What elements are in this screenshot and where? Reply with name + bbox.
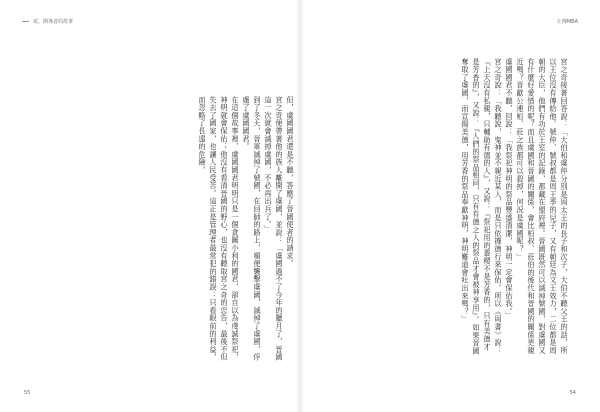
paragraph: 宮之奇便帶著他的族人離開了虞國，並說：「虞國過不了今年的臘月了，晉國這一次就會滅掉虞國，不必再出兵了。」 [264, 96, 284, 362]
paragraph: 在這個故事裡，虞國國君明明只是一個貪圖小利的國君，卻自以為虔誠祭祀，神明就會保佑；他沒有看清晉國的野心，也沒有聽取宮之奇的忠告，最後不但失去了國家，也讓人民受苦。這正是管理者最常犯的錯誤：只看眼前的利益，而忽略了長遠的危險。 [198, 96, 240, 362]
running-title-left: 貳、開導者的故事 [33, 19, 74, 25]
page-number-right: 54 [569, 390, 576, 396]
paragraph: 宮之奇接著回答說：「大伯和虞仲分別是周太王的長子和次子，大伯不聽父王的話，所以王位沒有傳給他。號仲、號叔都是周王季的兒子，又有朝廷為文王效力，二位都是周朝的大臣，他們有功於王室的記錄，都藏在盟府裡。晉國既然可以滅掉號國，對虞國又有什麼好愛惜的呢？而且虞國和晉國的關係，會比桓叔、莊伯的後代和晉國的關係更親近嗎？晉獻公連桓、莊之族都可以殺掉，何況是虞國呢？」 [516, 58, 569, 355]
running-title-right: 左傳MBA [556, 19, 578, 25]
right-page [300, 0, 600, 412]
paragraph: 宮之奇說：「我聽說，鬼神並不親近某人，而是只依據德行來保佑。所以《周書》說：『上天沒有私親，只輔助有德的人』，又說：『祭祀用的黍稷不是芳香的，只有美德才是芳香的』，又說：『人們的祭品相同，只有有德之人的祭品才會被神享用』。如果晉國奪取了虞國，而宣揚美德，用芳香的祭品奉獻神明，神明難道會吐出來嗎？」 [461, 58, 503, 355]
header-rule [22, 21, 29, 22]
paragraph: 虞國國君不聽，回說：「我祭祀神明的祭品豐盛清潔，神明一定會保佑我。」 [505, 58, 514, 320]
page-number-left: 55 [24, 390, 31, 396]
running-header-left [22, 18, 73, 25]
paragraph: 但，虞國國君還是不聽，答應了晉國使者的請求。 [286, 96, 295, 268]
right-page-body [340, 58, 570, 358]
left-page-body [58, 96, 296, 366]
paragraph: 到了冬天，晉軍滅掉了號國，在回師的路上，順便襲擊虞國，滅掉了虞國，俘虜了虞國國君。 [242, 96, 262, 362]
